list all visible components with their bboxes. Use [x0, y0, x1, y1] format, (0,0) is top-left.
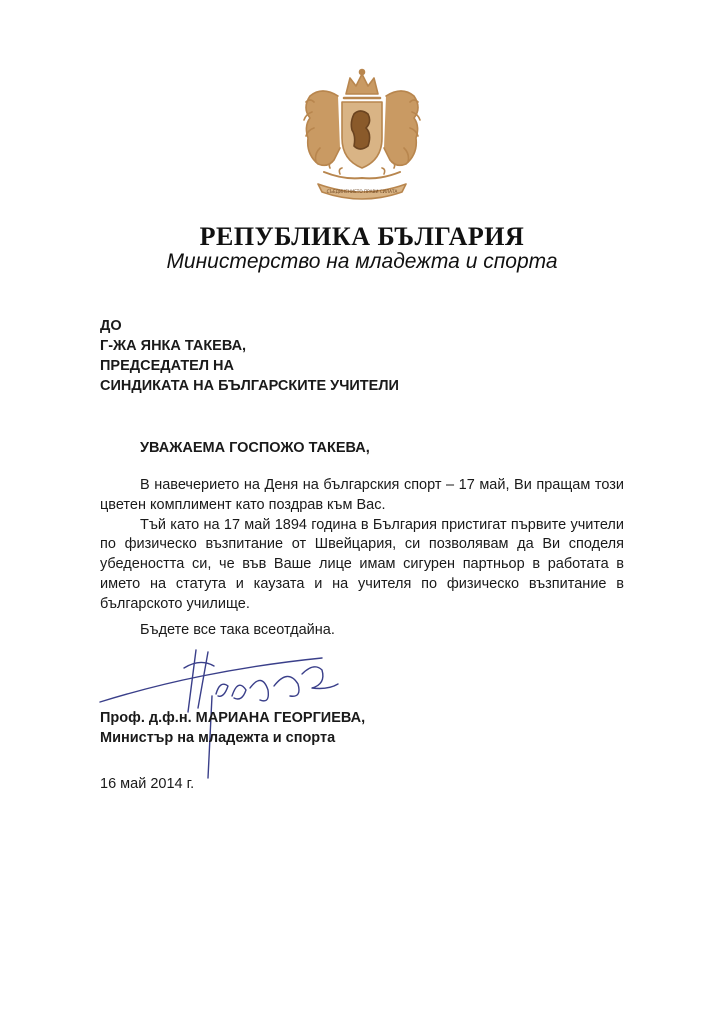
addressee-line: ПРЕДСЕДАТЕЛ НА	[100, 358, 234, 374]
letter-date: 16 май 2014 г.	[100, 776, 195, 792]
coat-of-arms-motto: СЪЕДИНЕНИЕТО ПРАВИ СИЛАТА	[326, 189, 398, 194]
header-subtitle: Министерство на младежта и спорта	[166, 250, 558, 273]
letter-paragraph: Тъй като на 17 май 1894 година в България пристигат първите учители по физическо възпитание от Швейцария, си позволявам да Ви споделя убедеността си, че във Ваше лице имам сигурен партньор в работата в името на статута и каузата и на учителя по физическо възпитание в българското училище.	[100, 516, 624, 612]
signer-block	[100, 708, 365, 748]
addressee-line: Г-ЖА ЯНКА ТАКЕВА,	[100, 338, 247, 354]
addressee-block	[100, 316, 399, 396]
salutation: УВАЖАЕМА ГОСПОЖО ТАКЕВА,	[140, 440, 370, 456]
coat-of-arms-emblem	[284, 68, 440, 200]
addressee-line: СИНДИКАТА НА БЪЛГАРСКИТЕ УЧИТЕЛИ	[100, 378, 399, 394]
header-title: РЕПУБЛИКА БЪЛГАРИЯ	[199, 222, 525, 251]
closing-line: Бъдете все така всеотдайна.	[140, 622, 335, 638]
signer-name: Проф. д.ф.н. МАРИАНА ГЕОРГИЕВА,	[100, 710, 366, 726]
signer-position: Министър на младежта и спорта	[100, 730, 336, 746]
letter-paragraph: В навечерието на Деня на българския спорт – 17 май, Ви пращам този цветен комплимент като поздрав към Вас.	[100, 477, 624, 513]
addressee-line: ДО	[100, 318, 122, 334]
letter-body	[100, 476, 624, 615]
